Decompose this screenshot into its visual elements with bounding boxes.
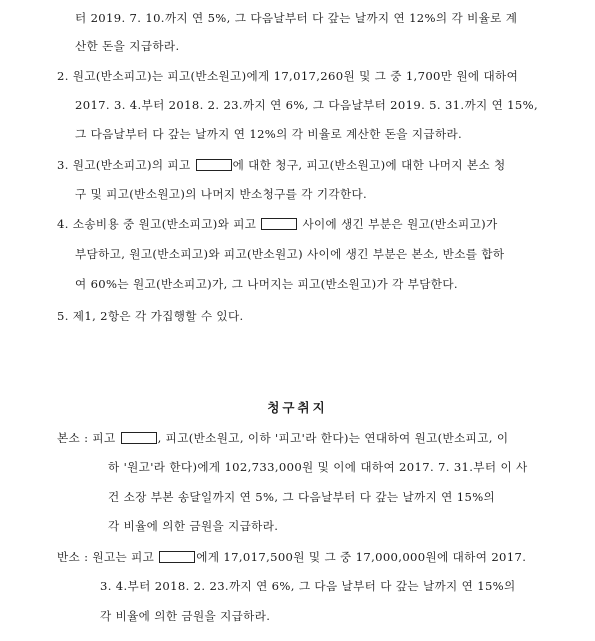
text-line: 3. 4.부터 2018. 2. 23.까지 연 6%, 그 다음 날부터 다 갚는 날까지 연 15%의 <box>100 579 516 593</box>
redacted-box <box>121 432 157 444</box>
text-segment: 에게 17,017,500원 및 그 중 17,000,000원에 대하여 2017. <box>196 550 527 564</box>
text-segment: 3. 원고(반소피고)의 피고 <box>57 158 191 172</box>
text-line: 건 소장 부본 송달일까지 연 5%, 그 다음날부터 다 갚는 날까지 연 15%의 <box>108 490 496 504</box>
text-line: 터 2019. 7. 10.까지 연 5%, 그 다음날부터 다 갚는 날까지 연 12%의 각 비율로 계 <box>75 11 518 25</box>
text-line: 그 다음날부터 다 갚는 날까지 연 12%의 각 비율로 계산한 돈을 지급하라. <box>75 127 463 141</box>
text-line: 5. 제1, 2항은 각 가집행할 수 있다. <box>57 309 244 323</box>
redacted-box <box>196 159 232 171</box>
text-line <box>57 549 526 565</box>
text-line: 여 60%는 원고(반소피고)가, 그 나머지는 피고(반소원고)가 각 부담한다. <box>75 277 458 291</box>
redacted-box <box>261 218 297 230</box>
section-heading: 청구취지 <box>267 400 328 415</box>
text-line: 각 비율에 의한 금원을 지급하라. <box>108 519 279 533</box>
text-segment: 반소 : 원고는 피고 <box>57 550 155 564</box>
text-line <box>57 430 508 446</box>
text-segment: 본소 : 피고 <box>57 431 116 445</box>
text-line: 각 비율에 의한 금원을 지급하라. <box>100 609 271 623</box>
text-line: 2017. 3. 4.부터 2018. 2. 23.까지 연 6%, 그 다음날부터 2019. 5. 31.까지 연 15%, <box>75 98 539 112</box>
text-line <box>57 216 498 232</box>
text-line: 2. 원고(반소피고)는 피고(반소원고)에게 17,017,260원 및 그 중 1,700만 원에 대하여 <box>57 69 519 83</box>
text-segment: 사이에 생긴 부분은 원고(반소피고)가 <box>302 217 498 231</box>
text-line: 구 및 피고(반소원고)의 나머지 반소청구를 각 기각한다. <box>75 187 368 201</box>
text-line: 부담하고, 원고(반소피고)와 피고(반소원고) 사이에 생긴 부분은 본소, 반소를 합하 <box>75 247 505 261</box>
text-segment: 에 대한 청구, 피고(반소원고)에 대한 나머지 본소 청 <box>232 158 506 172</box>
text-line: 산한 돈을 지급하라. <box>75 39 180 53</box>
redacted-box <box>159 551 195 563</box>
text-line: 하 '원고'라 한다)에게 102,733,000원 및 이에 대하여 2017. 7. 31.부터 이 사 <box>108 460 528 474</box>
text-segment: 4. 소송비용 중 원고(반소피고)와 피고 <box>57 217 257 231</box>
text-segment: , 피고(반소원고, 이하 '피고'라 한다)는 연대하여 원고(반소피고, 이 <box>157 431 509 445</box>
text-line <box>57 157 506 173</box>
